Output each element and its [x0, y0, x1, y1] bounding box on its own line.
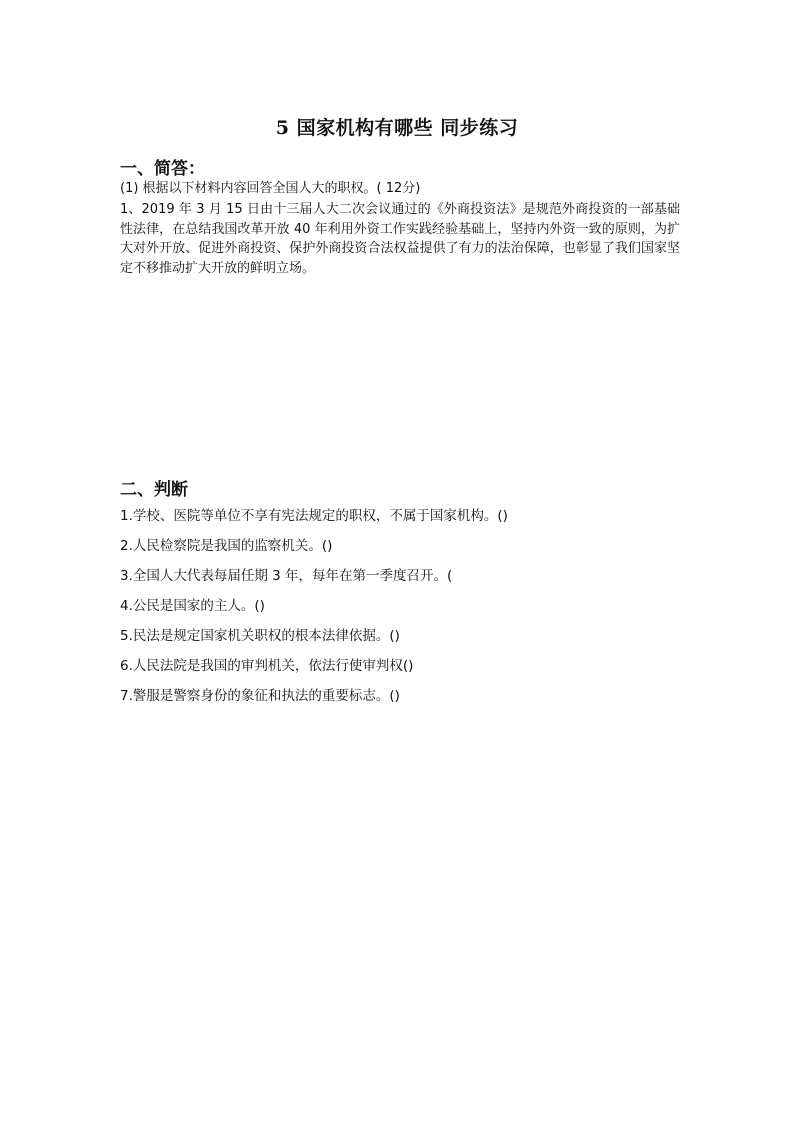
true-false-item: 3.全国人大代表每届任期 3 年，每年在第一季度召开。(	[120, 568, 453, 584]
section-heading-short-answer: 一、简答：	[120, 159, 205, 179]
true-false-item: 4.公民是国家的主人。()	[120, 598, 265, 614]
true-false-item: 7.警服是警察身份的象征和执法的重要标志。()	[120, 688, 400, 704]
material-passage: 1、2019 年 3 月 15 日由十三届人大二次会议通过的《外商投资法》是规范外商投资的一部基础性法律，在总结我国改革开放 40 年利用外资工作实践经验基础上，坚持内外资一致的原则，为扩大对外开放、促进外商投资、保护外商投资合法权益提供了有力的法治保障，也彰显了我们国家坚定不移推动扩大开放的鲜明立场。	[120, 202, 680, 276]
document-title: 5 国家机构有哪些 同步练习	[275, 117, 519, 139]
true-false-item: 5.民法是规定国家机关职权的根本法律依据。()	[120, 628, 400, 644]
true-false-item: 1.学校、医院等单位不享有宪法规定的职权，不属于国家机构。()	[120, 508, 508, 524]
section-heading-true-false: 二、判断	[120, 480, 188, 500]
true-false-item: 2.人民检察院是我国的监察机关。()	[120, 538, 333, 554]
true-false-list	[120, 506, 508, 716]
true-false-item: 6.人民法院是我国的审判机关，依法行使审判权()	[120, 658, 414, 674]
question-intro: (1) 根据以下材料内容回答全国人大的职权。( 12分)	[120, 181, 421, 196]
